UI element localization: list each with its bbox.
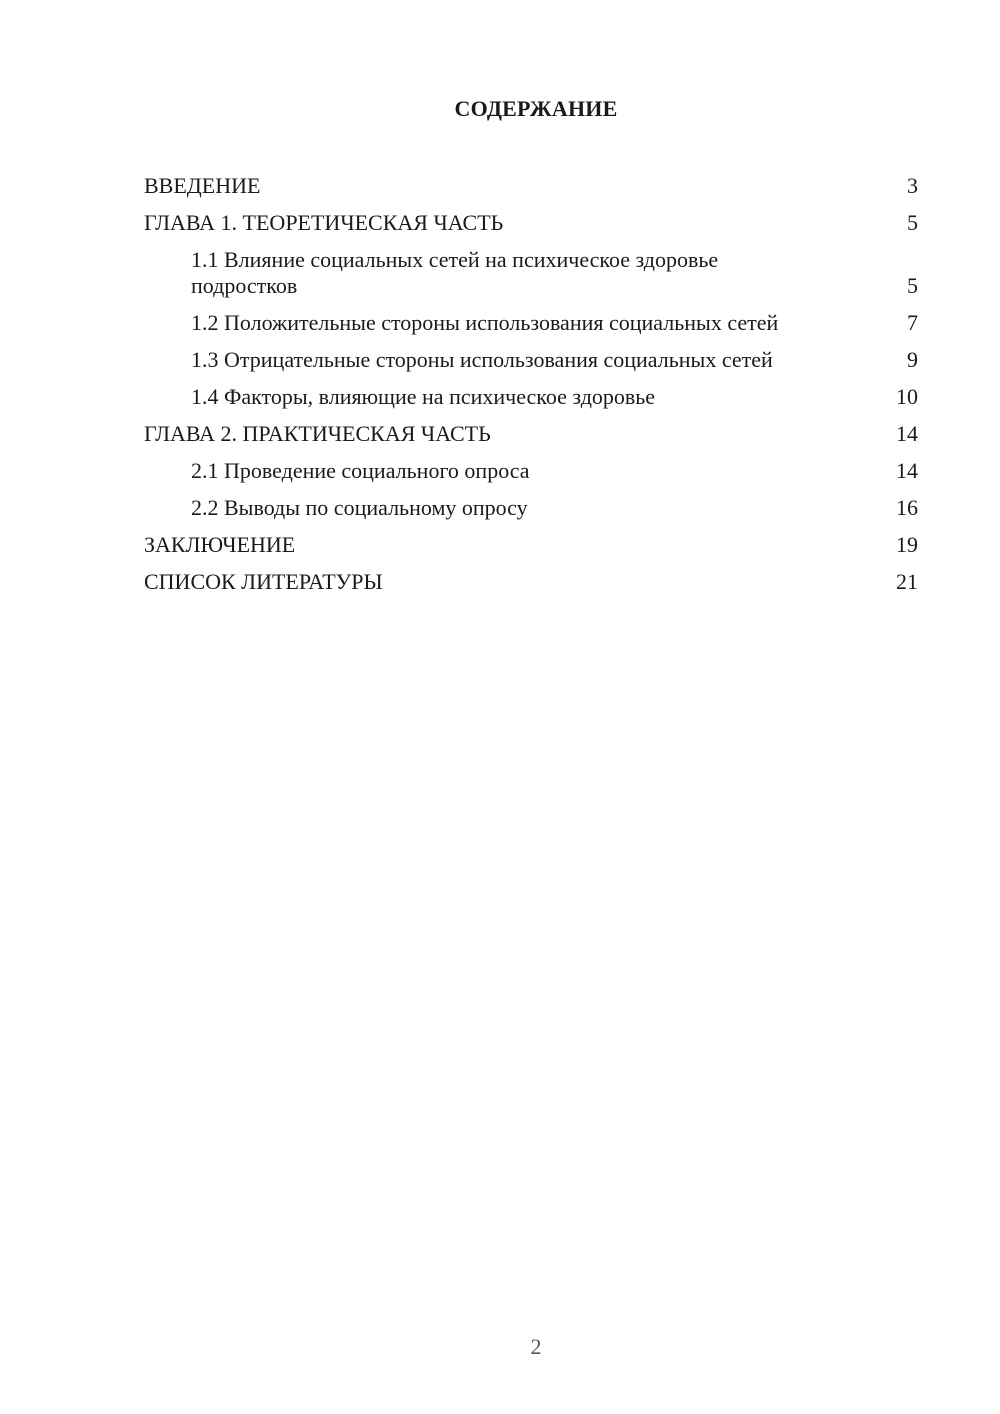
toc-entry-introduction[interactable]	[144, 168, 918, 205]
page-number: 2	[530, 1334, 542, 1359]
toc-entry-page: 9	[907, 347, 918, 372]
toc-entry-section-2-1[interactable]	[144, 453, 918, 490]
page-title: СОДЕРЖАНИЕ	[454, 96, 618, 121]
toc-entry-chapter-2[interactable]	[144, 416, 918, 453]
toc-entry-page: 14	[896, 458, 918, 483]
toc-entry-section-1-4[interactable]	[144, 379, 918, 416]
toc-entry-page: 19	[896, 532, 918, 557]
table-of-contents	[144, 168, 918, 601]
toc-entry-page: 14	[896, 421, 918, 446]
toc-entry-text: ЗАКЛЮЧЕНИЕ	[144, 532, 296, 557]
toc-entry-section-1-1[interactable]	[144, 242, 918, 305]
toc-entry-text: 2.1 Проведение социального опроса	[191, 458, 530, 483]
toc-entry-page: 21	[896, 569, 918, 594]
toc-entry-text: 1.3 Отрицательные стороны использования социальных сетей	[191, 347, 773, 372]
toc-entry-chapter-1[interactable]	[144, 205, 918, 242]
toc-entry-references[interactable]	[144, 564, 918, 601]
toc-entry-text: СПИСОК ЛИТЕРАТУРЫ	[144, 569, 383, 594]
toc-entry-conclusion[interactable]	[144, 527, 918, 564]
toc-entry-page: 16	[896, 495, 918, 520]
toc-entry-page: 3	[907, 173, 918, 198]
toc-entry-section-2-2[interactable]	[144, 490, 918, 527]
toc-entry-text: 1.2 Положительные стороны использования социальных сетей	[191, 310, 779, 335]
toc-entry-text: ГЛАВА 2. ПРАКТИЧЕСКАЯ ЧАСТЬ	[144, 421, 491, 446]
toc-entry-page: 5	[907, 273, 918, 298]
toc-entry-text: 2.2 Выводы по социальному опросу	[191, 495, 528, 520]
toc-entry-section-1-2[interactable]	[144, 305, 918, 342]
toc-entry-text: 1.4 Факторы, влияющие на психическое здоровье	[191, 384, 656, 409]
toc-entry-text: ВВЕДЕНИЕ	[144, 173, 261, 198]
toc-entry-text: ГЛАВА 1. ТЕОРЕТИЧЕСКАЯ ЧАСТЬ	[144, 210, 504, 235]
toc-entry-text: 1.1 Влияние социальных сетей на психическое здоровье подростков	[191, 247, 719, 298]
toc-entry-section-1-3[interactable]	[144, 342, 918, 379]
toc-entry-page: 7	[907, 310, 918, 335]
toc-entry-page: 10	[896, 384, 918, 409]
toc-entry-page: 5	[907, 210, 918, 235]
